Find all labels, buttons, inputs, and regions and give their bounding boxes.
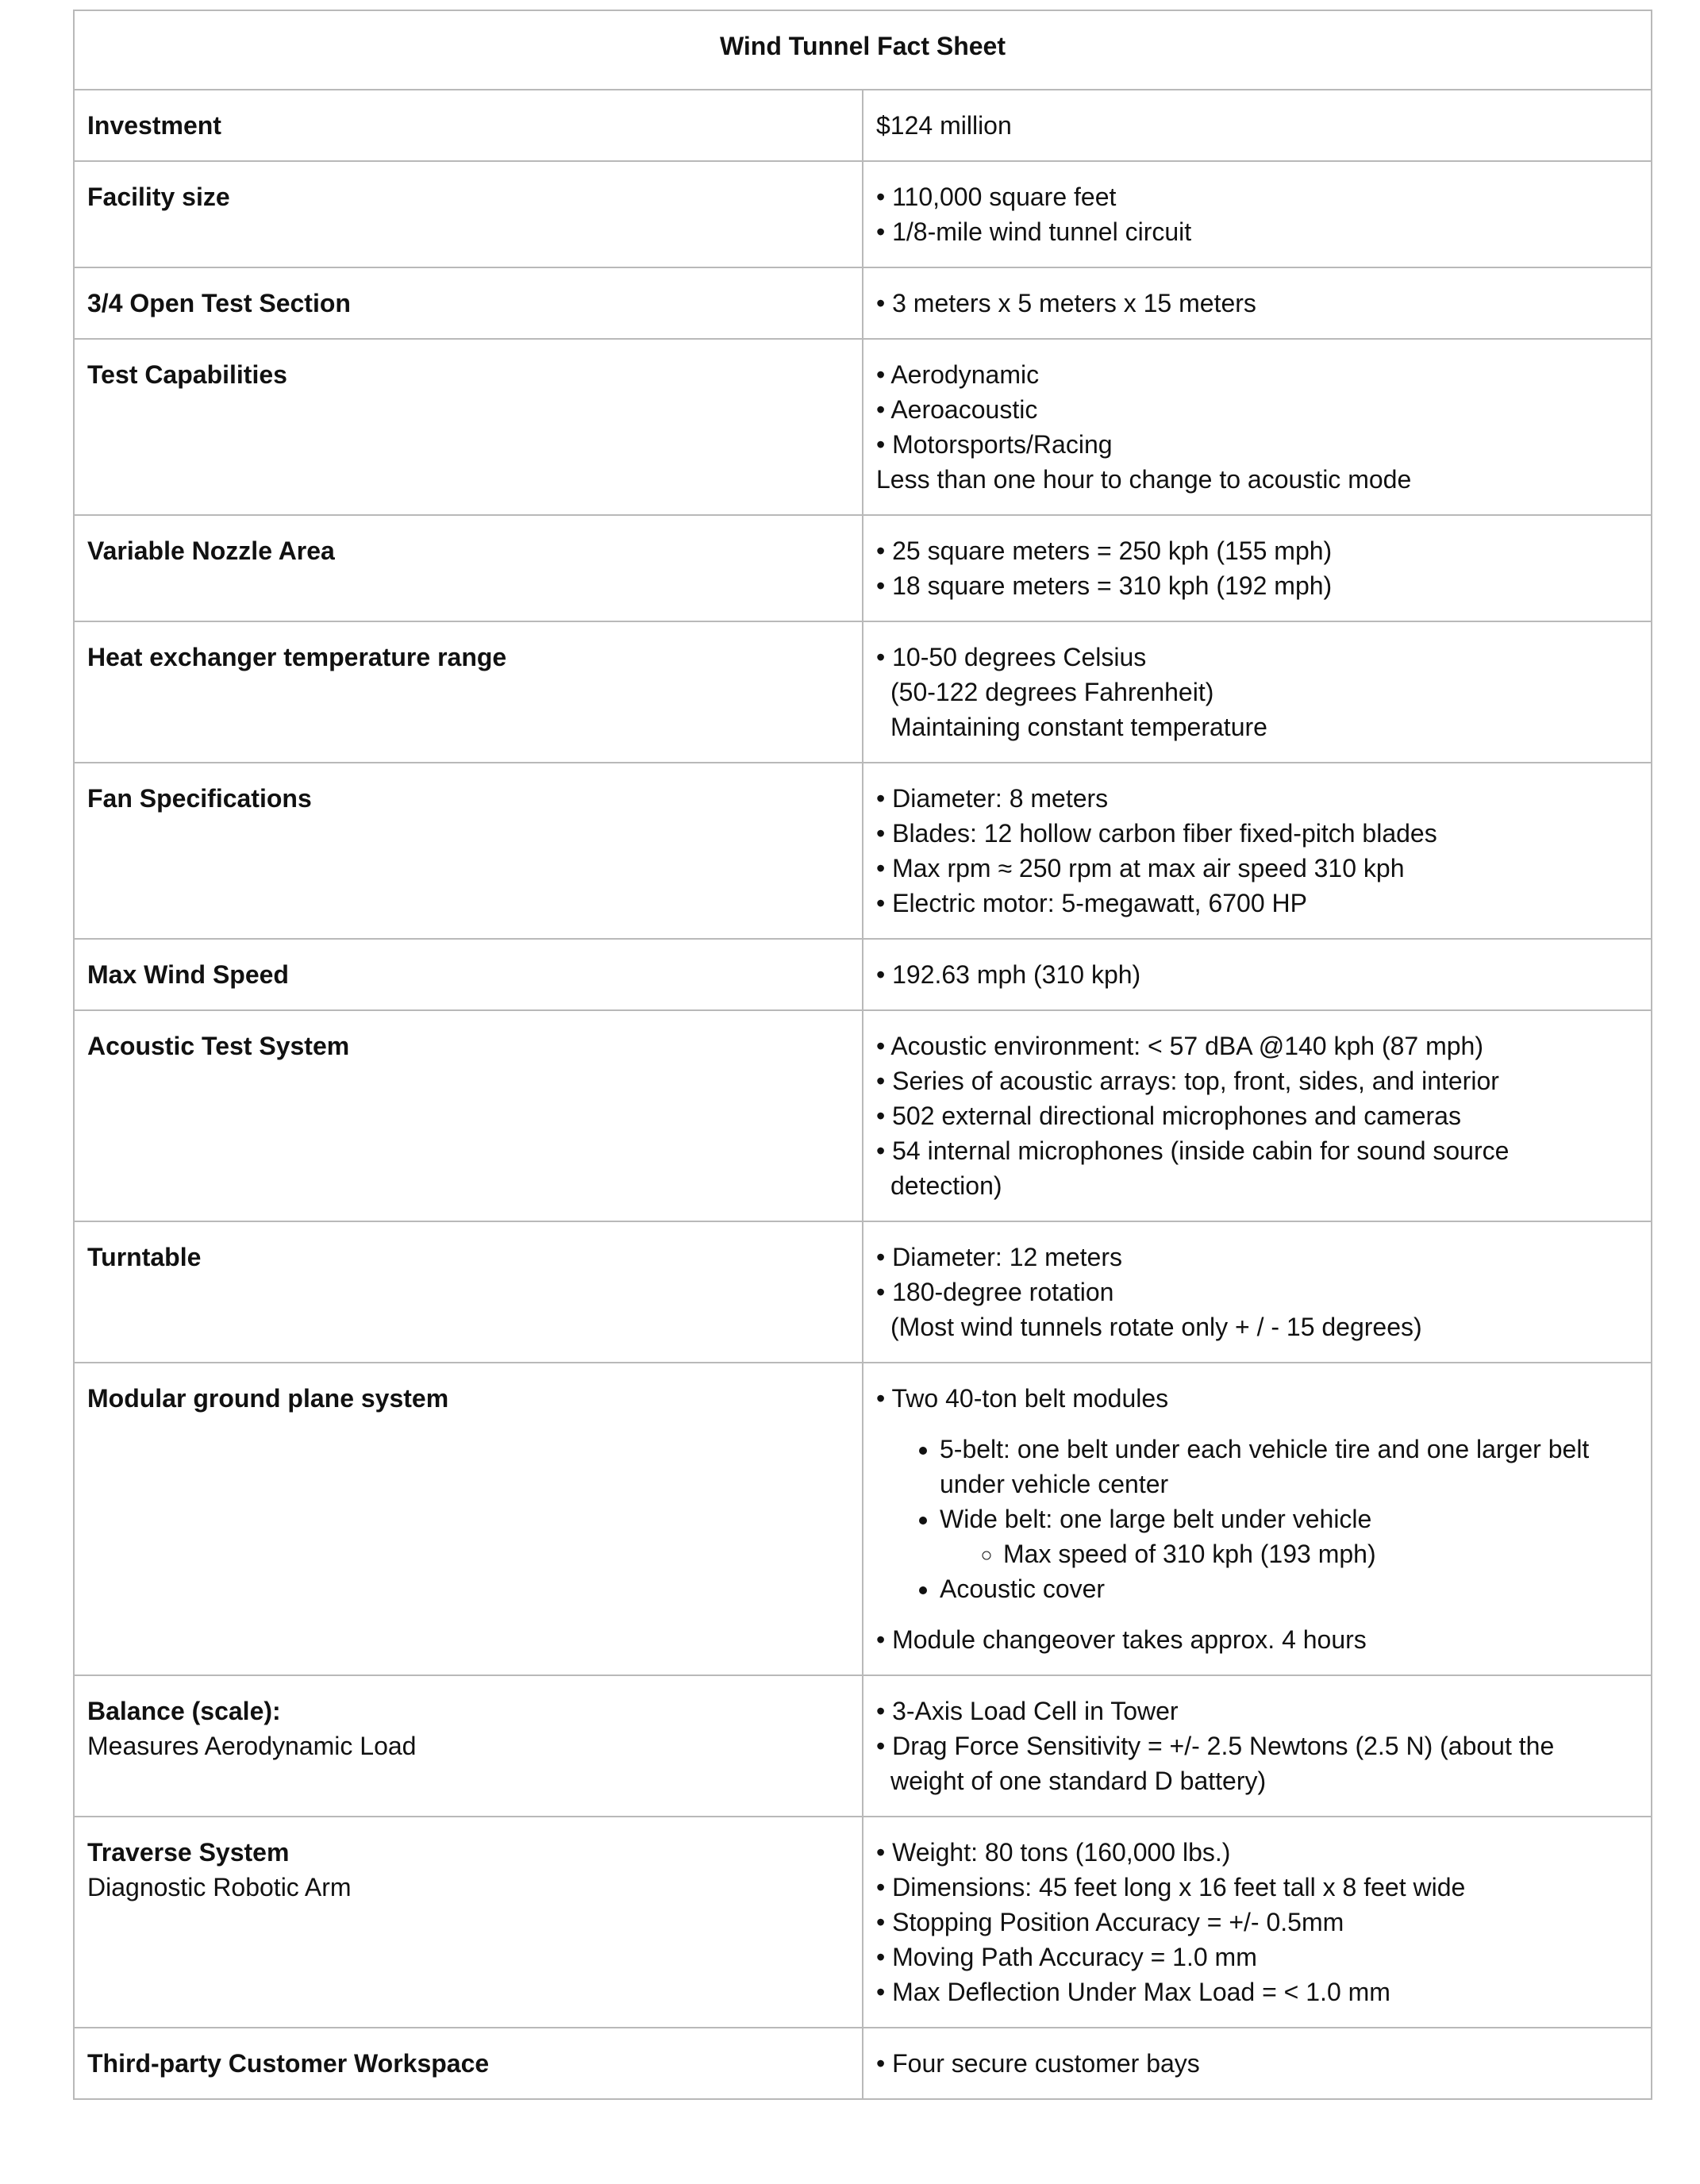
value-line: (50-122 degrees Fahrenheit): [890, 678, 1214, 706]
row-value-cell: [863, 2028, 1652, 2099]
value-line: • 502 external directional microphones and cameras: [876, 1102, 1461, 1130]
list-item-text: Acoustic cover: [940, 1575, 1106, 1603]
value-line: • Max rpm ≈ 250 rpm at max air speed 310 kph: [876, 854, 1405, 882]
row-key: Max Wind Speed: [87, 960, 289, 989]
value-line: • Dimensions: 45 feet long x 16 feet tall x 8 feet wide: [876, 1873, 1466, 1901]
row-key: Facility size: [87, 183, 230, 211]
value-line: • 10-50 degrees Celsius: [876, 643, 1147, 671]
table-row: [74, 267, 1652, 339]
row-key: Third-party Customer Workspace: [87, 2049, 490, 2078]
row-key-cell: [74, 90, 863, 161]
table-row: [74, 1363, 1652, 1675]
table-row: [74, 90, 1652, 161]
list-item-text: Wide belt: one large belt under vehicle: [940, 1505, 1372, 1533]
sub-list: [876, 1432, 1638, 1606]
row-key: Test Capabilities: [87, 360, 287, 389]
title-row: [74, 10, 1652, 90]
row-value-cell: [863, 939, 1652, 1010]
row-key-cell: [74, 621, 863, 763]
value-line: Maintaining constant temperature: [890, 713, 1267, 741]
value-line: • Blades: 12 hollow carbon fiber fixed-pitch blades: [876, 819, 1437, 848]
row-key-cell: [74, 267, 863, 339]
value-line: • Diameter: 8 meters: [876, 784, 1109, 813]
table-row: [74, 1675, 1652, 1817]
row-value-cell: [863, 267, 1652, 339]
row-key: 3/4 Open Test Section: [87, 289, 351, 317]
list-item: [940, 1502, 1638, 1571]
row-key-cell: [74, 939, 863, 1010]
row-key: Fan Specifications: [87, 784, 312, 813]
value-line: $124 million: [876, 111, 1012, 140]
row-value-cell: [863, 1363, 1652, 1675]
row-value-cell: [863, 621, 1652, 763]
list-item-text: Max speed of 310 kph (193 mph): [1003, 1540, 1376, 1568]
row-value-cell: [863, 1010, 1652, 1221]
value-line: • Diameter: 12 meters: [876, 1243, 1122, 1271]
value-line: • 180-degree rotation: [876, 1278, 1114, 1306]
row-key: Turntable: [87, 1243, 202, 1271]
value-line: • Stopping Position Accuracy = +/- 0.5mm: [876, 1908, 1344, 1936]
row-key-sub: Measures Aerodynamic Load: [87, 1732, 417, 1760]
table-row: [74, 515, 1652, 621]
table-row: [74, 763, 1652, 939]
value-line: • 18 square meters = 310 kph (192 mph): [876, 571, 1333, 600]
row-key: Variable Nozzle Area: [87, 536, 335, 565]
value-line: • Electric motor: 5-megawatt, 6700 HP: [876, 889, 1307, 917]
value-line: weight of one standard D battery): [890, 1767, 1267, 1795]
row-value-cell: [863, 1221, 1652, 1363]
table-row: [74, 2028, 1652, 2099]
value-line: • 110,000 square feet: [876, 183, 1117, 211]
value-line: detection): [890, 1171, 1002, 1200]
row-key: Balance (scale):: [87, 1697, 281, 1725]
list-item-text: 5-belt: one belt under each vehicle tire and one larger belt under vehicle center: [940, 1435, 1590, 1498]
value-line: • Weight: 80 tons (160,000 lbs.): [876, 1838, 1231, 1867]
row-key: Heat exchanger temperature range: [87, 643, 507, 671]
table-row: [74, 339, 1652, 515]
table-title: Wind Tunnel Fact Sheet: [74, 10, 1652, 90]
row-key-cell: [74, 1010, 863, 1221]
value-line: • 54 internal microphones (inside cabin for sound source: [876, 1136, 1510, 1165]
value-line: • 192.63 mph (310 kph): [876, 960, 1141, 989]
row-key-cell: [74, 1363, 863, 1675]
fact-table: [73, 10, 1652, 2100]
value-line: • Moving Path Accuracy = 1.0 mm: [876, 1943, 1257, 1971]
list-item: [940, 1571, 1638, 1606]
value-line: • 25 square meters = 250 kph (155 mph): [876, 536, 1333, 565]
value-line: • 3-Axis Load Cell in Tower: [876, 1697, 1179, 1725]
row-value-cell: [863, 1817, 1652, 2028]
table-row: [74, 1010, 1652, 1221]
table-row: [74, 1221, 1652, 1363]
row-key-cell: [74, 763, 863, 939]
row-key-cell: [74, 515, 863, 621]
table-row: [74, 161, 1652, 267]
row-value-cell: [863, 515, 1652, 621]
value-line: • Motorsports/Racing: [876, 430, 1113, 459]
value-line: • Two 40-ton belt modules: [876, 1384, 1169, 1413]
row-value-cell: [863, 339, 1652, 515]
row-key-cell: [74, 1221, 863, 1363]
value-line: • Module changeover takes approx. 4 hours: [876, 1625, 1367, 1654]
row-key-cell: [74, 339, 863, 515]
row-key-cell: [74, 1675, 863, 1817]
row-key: Acoustic Test System: [87, 1032, 350, 1060]
table-row: [74, 1817, 1652, 2028]
row-value-cell: [863, 1675, 1652, 1817]
row-key-sub: Diagnostic Robotic Arm: [87, 1873, 352, 1901]
value-line: • Acoustic environment: < 57 dBA @140 kph (87 mph): [876, 1032, 1483, 1060]
value-line: • Aerodynamic: [876, 360, 1040, 389]
list-item: [1003, 1536, 1638, 1571]
value-line: • Series of acoustic arrays: top, front, sides, and interior: [876, 1067, 1499, 1095]
value-line: • Max Deflection Under Max Load = < 1.0 mm: [876, 1978, 1390, 2006]
row-key: Investment: [87, 111, 221, 140]
table-row: [74, 939, 1652, 1010]
row-value-cell: [863, 161, 1652, 267]
row-key-cell: [74, 2028, 863, 2099]
fact-sheet: [73, 10, 1652, 2100]
row-value-cell: [863, 90, 1652, 161]
value-line: Less than one hour to change to acoustic mode: [876, 465, 1412, 494]
value-line: • Four secure customer bays: [876, 2049, 1200, 2078]
row-value-cell: [863, 763, 1652, 939]
value-line: • 1/8-mile wind tunnel circuit: [876, 217, 1192, 246]
value-line: • 3 meters x 5 meters x 15 meters: [876, 289, 1256, 317]
row-key-cell: [74, 1817, 863, 2028]
value-line: (Most wind tunnels rotate only + / - 15 degrees): [890, 1313, 1422, 1341]
row-key-cell: [74, 161, 863, 267]
table-row: [74, 621, 1652, 763]
value-line: • Drag Force Sensitivity = +/- 2.5 Newtons (2.5 N) (about the: [876, 1732, 1555, 1760]
row-key: Modular ground plane system: [87, 1384, 449, 1413]
sub-sub-list: [940, 1536, 1638, 1571]
value-line: • Aeroacoustic: [876, 395, 1038, 424]
row-key: Traverse System: [87, 1838, 290, 1867]
list-item: [940, 1432, 1638, 1502]
